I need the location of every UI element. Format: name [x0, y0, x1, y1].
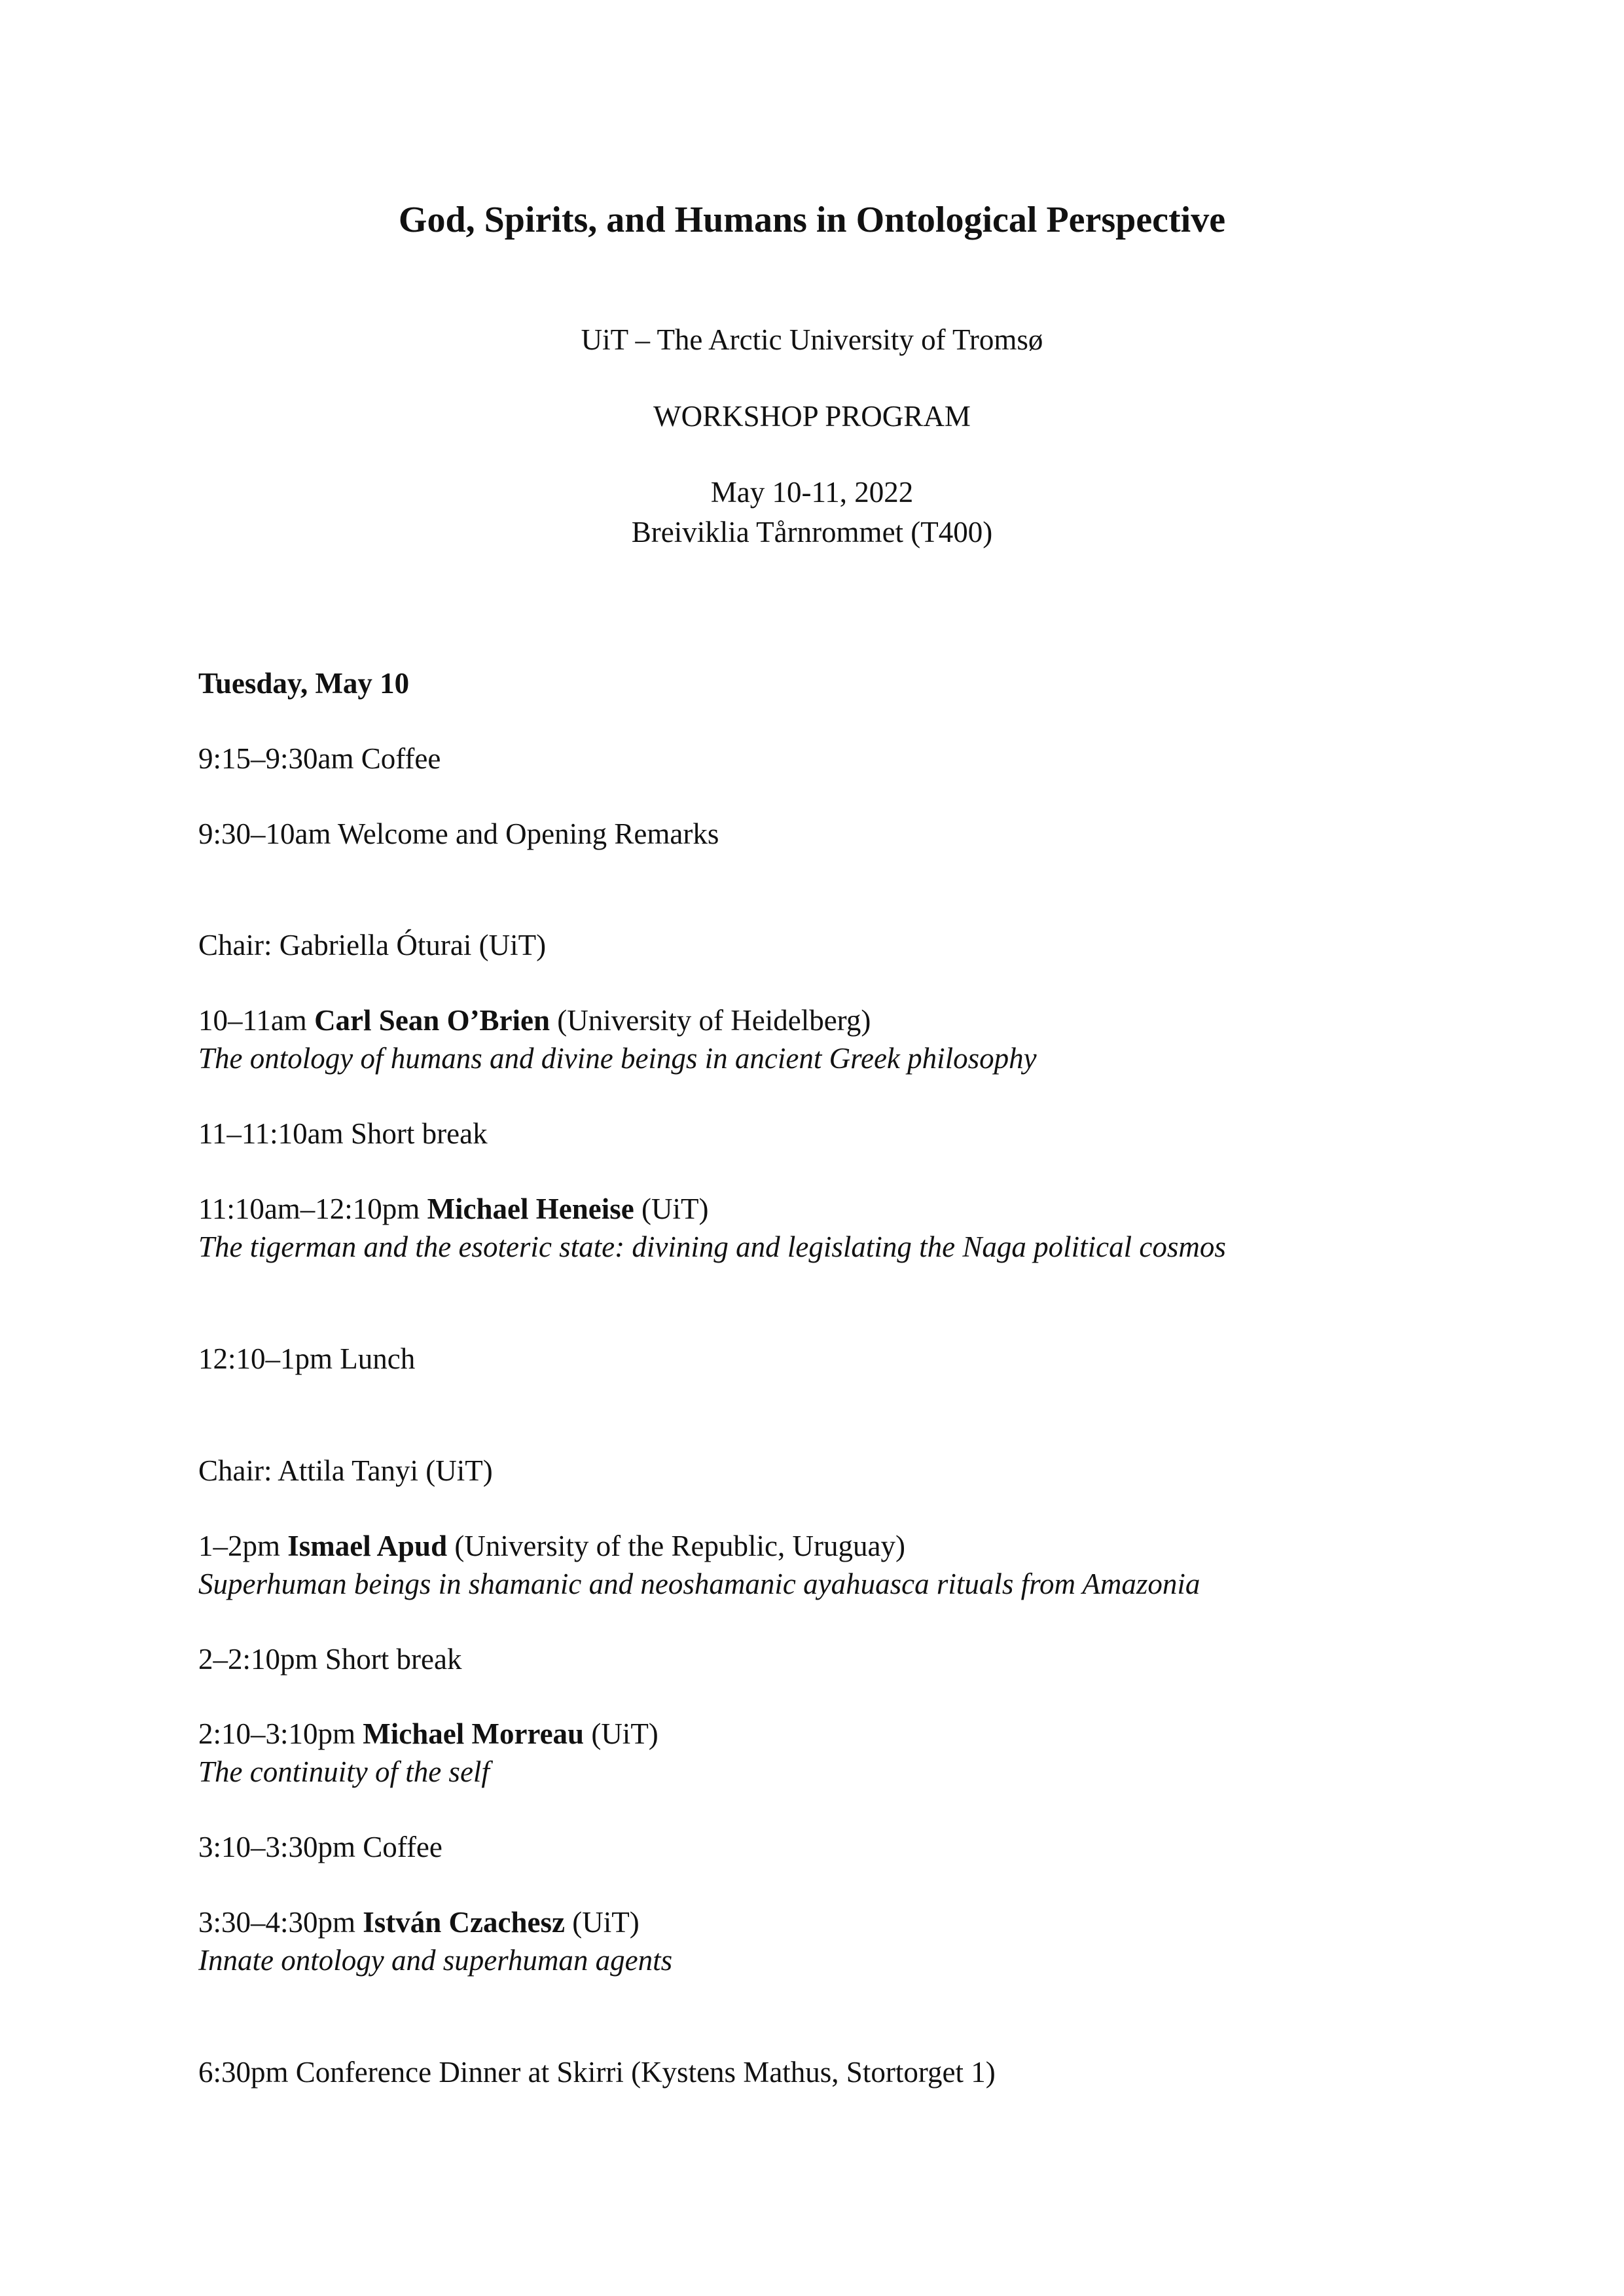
session-chair: Chair: Attila Tanyi (UiT)	[198, 1454, 493, 1487]
schedule-lunch: 12:10–1pm Lunch	[198, 1342, 416, 1375]
session-chair: Chair: Gabriella Óturai (UiT)	[198, 929, 547, 961]
speaker-name: István Czachesz	[363, 1906, 565, 1939]
schedule-coffee: 9:15–9:30am Coffee	[198, 742, 441, 775]
event-dates: May 10-11, 2022	[710, 476, 914, 509]
talk-title: The continuity of the self	[198, 1755, 490, 1788]
talk-line: 11:10am–12:10pm Michael Heneise (UiT)	[198, 1193, 709, 1225]
talk-line: 10–11am Carl Sean O’Brien (University of Heidelberg)	[198, 1004, 871, 1037]
day-heading: Tuesday, May 10	[198, 667, 410, 700]
schedule-coffee: 3:10–3:30pm Coffee	[198, 1831, 442, 1863]
document-title: God, Spirits, and Humans in Ontological Perspective	[398, 200, 1226, 240]
speaker-name: Ismael Apud	[287, 1530, 448, 1562]
speaker-name: Michael Heneise	[427, 1193, 634, 1225]
talk-line: 3:30–4:30pm István Czachesz (UiT)	[198, 1906, 640, 1939]
schedule-break: 2–2:10pm Short break	[198, 1643, 462, 1676]
speaker-name: Michael Morreau	[363, 1717, 585, 1750]
schedule-welcome: 9:30–10am Welcome and Opening Remarks	[198, 817, 719, 850]
talk-line: 2:10–3:10pm Michael Morreau (UiT)	[198, 1717, 659, 1750]
event-venue: Breiviklia Tårnrommet (T400)	[631, 516, 993, 548]
talk-title: The tigerman and the esoteric state: divining and legislating the Naga political cosmos	[198, 1230, 1226, 1263]
schedule-dinner: 6:30pm Conference Dinner at Skirri (Kystens Mathus, Stortorget 1)	[198, 2056, 996, 2089]
talk-title: Innate ontology and superhuman agents	[198, 1944, 673, 1977]
schedule-break: 11–11:10am Short break	[198, 1117, 488, 1150]
talk-title: Superhuman beings in shamanic and neoshamanic ayahuasca rituals from Amazonia	[198, 1568, 1200, 1600]
speaker-name: Carl Sean O’Brien	[314, 1004, 550, 1037]
program-label: WORKSHOP PROGRAM	[653, 400, 971, 433]
talk-line: 1–2pm Ismael Apud (University of the Republic, Uruguay)	[198, 1530, 905, 1562]
talk-title: The ontology of humans and divine beings in ancient Greek philosophy	[198, 1042, 1037, 1075]
institution-line: UiT – The Arctic University of Tromsø	[581, 323, 1043, 356]
